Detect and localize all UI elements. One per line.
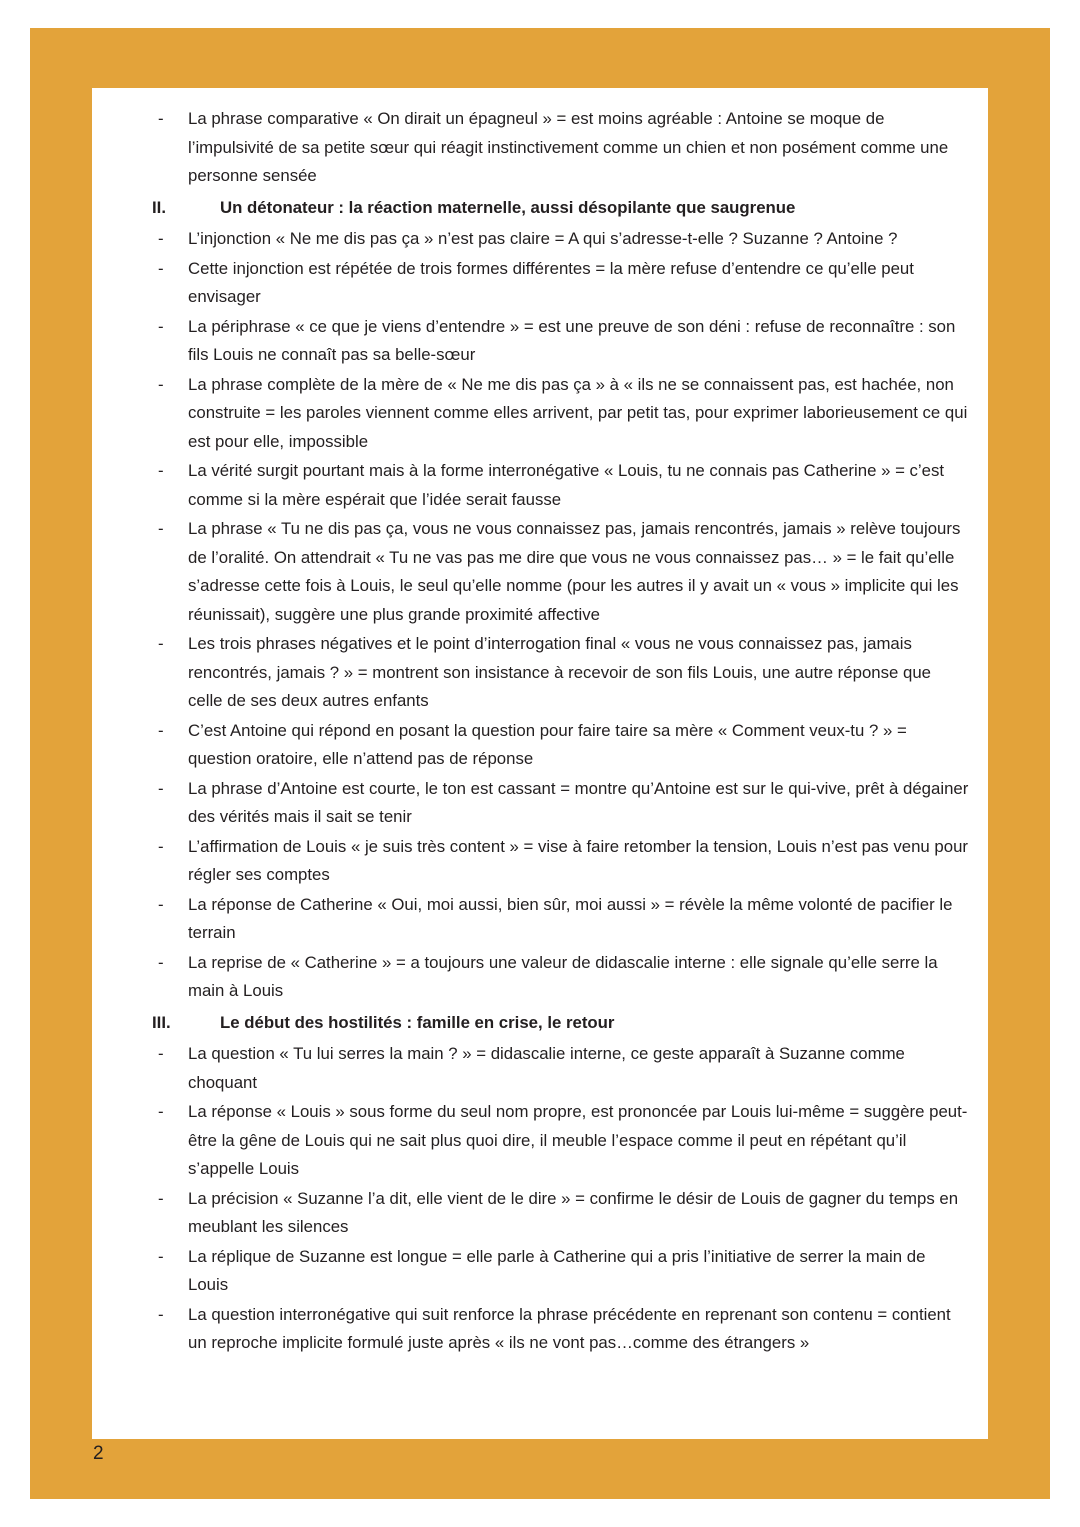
page-number: 2 — [93, 1443, 104, 1464]
list-item — [130, 717, 970, 774]
list-item — [130, 225, 970, 254]
bullet-dash-icon: - — [158, 894, 164, 914]
list-item-text: L’affirmation de Louis « je suis très content » = vise à faire retomber la tension, Louis n’est pas venu pour régler ses comptes — [188, 836, 968, 884]
section-heading — [130, 194, 970, 223]
bullet-dash-icon: - — [158, 316, 164, 336]
list-item-text: La périphrase « ce que je viens d’entendre » = est une preuve de son déni : refuse de reconnaître : son fils Louis ne connaît pas sa belle-sœur — [188, 316, 956, 364]
list-item-text: L’injonction « Ne me dis pas ça » n’est pas claire = A qui s’adresse-t-elle ? Suzanne ? Antoine ? — [188, 229, 898, 248]
list-item-text: Les trois phrases négatives et le point d’interrogation final « vous ne vous connaissez pas, jamais rencontrés, jamais ? » = montrent son insistance à recevoir de son fils Louis, une autre réponse que celle de ses deux autres enfants — [188, 634, 931, 710]
list-item — [130, 630, 970, 716]
bullet-dash-icon: - — [158, 1102, 164, 1121]
bullet-dash-icon: - — [158, 1044, 164, 1063]
list-item-text: La réponse de Catherine « Oui, moi aussi, bien sûr, moi aussi » = révèle la même volonté de pacifier le terrain — [188, 894, 953, 942]
list-item-text: C’est Antoine qui répond en posant la question pour faire taire sa mère « Comment veux-tu ? » = question oratoire, elle n’attend pas de réponse — [188, 720, 907, 768]
bullet-dash-icon: - — [158, 634, 164, 653]
list-item — [130, 1301, 970, 1358]
bullet-dash-icon: - — [158, 1304, 164, 1324]
list-item — [130, 949, 970, 1006]
list-item-text: La phrase d’Antoine est courte, le ton est cassant = montre qu’Antoine est sur le qui-vive, prêt à dégainer des vérités mais il sait se tenir — [188, 778, 969, 826]
bullet-dash-icon: - — [158, 720, 164, 740]
list-item — [130, 891, 970, 948]
section-heading — [130, 1009, 970, 1038]
list-item-text: La réplique de Suzanne est longue = elle parle à Catherine qui a pris l’initiative de serrer la main de Louis — [188, 1246, 926, 1294]
list-item — [130, 313, 970, 370]
bullet-dash-icon: - — [158, 374, 164, 394]
section-heading-text: Le début des hostilités : famille en crise, le retour — [220, 1012, 615, 1032]
list-item-text: La précision « Suzanne l’a dit, elle vient de le dire » = confirme le désir de Louis de gagner du temps en meublant les silences — [188, 1188, 959, 1236]
list-item — [130, 1098, 970, 1184]
list-item — [130, 457, 970, 514]
bullet-dash-icon: - — [158, 952, 164, 972]
list-item — [130, 515, 970, 629]
list-item-text: Cette injonction est répétée de trois formes différentes = la mère refuse d’entendre ce qu’elle peut envisager — [188, 258, 914, 306]
list-item — [130, 255, 970, 312]
list-item-text: La phrase « Tu ne dis pas ça, vous ne vous connaissez pas, jamais rencontrés, jamais » relève toujours de l’oralité. On attendrait « Tu ne vas pas me dire que vous ne vous connaissez pas… » = le fait qu’elle s’adresse cette fois à Louis, le seul qu’elle nomme (pour les autres il y avait un « vous » implicite qui les réunissait), suggère une plus grande proximité affective — [188, 519, 961, 624]
list-item — [130, 775, 970, 832]
list-item-text: La reprise de « Catherine » = a toujours une valeur de didascalie interne : elle signale qu’elle serre la main à Louis — [188, 952, 938, 1000]
list-item — [130, 1243, 970, 1300]
document-body — [130, 105, 970, 1437]
section-numeral: II. — [152, 197, 166, 217]
bullet-dash-icon: - — [158, 836, 164, 856]
list-item-text: La phrase comparative « On dirait un épagneul » = est moins agréable : Antoine se moque de l’impulsivité de sa petite sœur qui réagit instinctivement comme un chien et non posément comme une personne sensée — [188, 109, 949, 185]
section-heading-text: Un détonateur : la réaction maternelle, aussi désopilante que saugrenue — [220, 197, 796, 217]
bullet-dash-icon: - — [158, 229, 164, 248]
notes-list — [130, 105, 970, 1358]
list-item-text: La question interronégative qui suit renforce la phrase précédente en reprenant son contenu = contient un reproche implicite formulé juste après « ils ne vont pas…comme des étrangers » — [188, 1304, 951, 1352]
list-item — [130, 833, 970, 890]
bullet-dash-icon: - — [158, 519, 164, 538]
list-item-text: La phrase complète de la mère de « Ne me dis pas ça » à « ils ne se connaissent pas, est hachée, non construite = les paroles viennent comme elles arrivent, par petit tas, pour exprimer laborieusement ce qui est pour elle, impossible — [188, 374, 968, 451]
bullet-dash-icon: - — [158, 1188, 164, 1208]
list-item — [130, 371, 970, 457]
list-item — [130, 1185, 970, 1242]
list-item — [130, 105, 970, 191]
bullet-dash-icon: - — [158, 461, 164, 480]
list-item — [130, 1040, 970, 1097]
bullet-dash-icon: - — [158, 258, 164, 278]
bullet-dash-icon: - — [158, 778, 164, 798]
list-item-text: La vérité surgit pourtant mais à la forme interronégative « Louis, tu ne connais pas Catherine » = c’est comme si la mère espérait que l’idée serait fausse — [188, 461, 945, 509]
bullet-dash-icon: - — [158, 1246, 164, 1266]
list-item-text: La question « Tu lui serres la main ? » = didascalie interne, ce geste apparaît à Suzanne comme choquant — [188, 1044, 905, 1092]
section-numeral: III. — [152, 1012, 171, 1032]
list-item-text: La réponse « Louis » sous forme du seul nom propre, est prononcée par Louis lui-même = suggère peut-être la gêne de Louis qui ne sait plus quoi dire, il meuble l’espace comme il peut en répétant qu’il s’appelle Louis — [188, 1102, 968, 1178]
bullet-dash-icon: - — [158, 109, 164, 128]
